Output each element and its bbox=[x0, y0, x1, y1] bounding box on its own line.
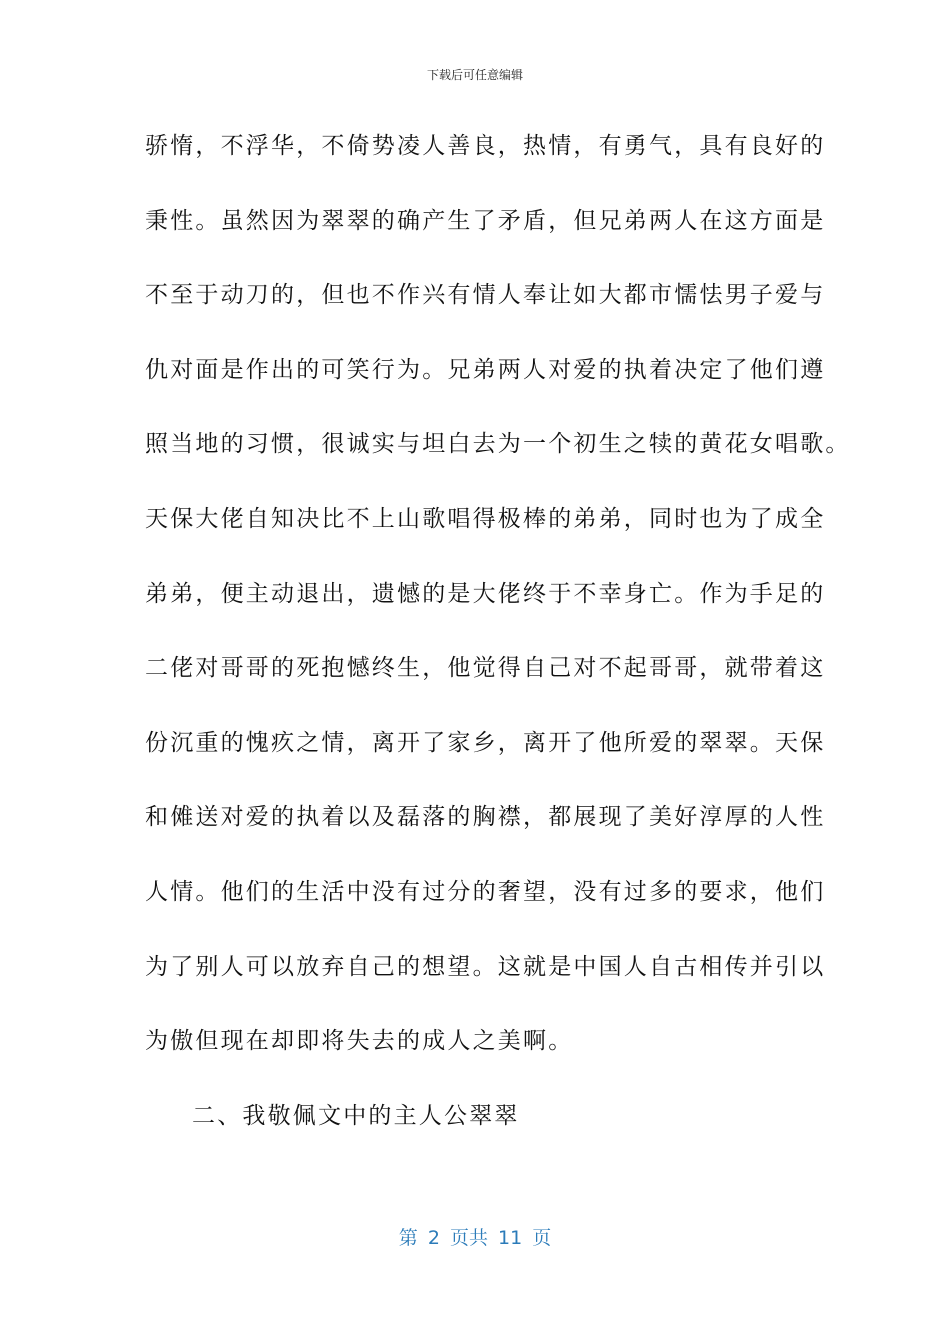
text-line: 天保大佬自知决比不上山歌唱得极棒的弟弟，同时也为了成全 bbox=[145, 505, 826, 532]
text-line: 二佬对哥哥的死抱憾终生，他觉得自己对不起哥哥，就带着这 bbox=[145, 655, 826, 682]
text-line: 为傲但现在却即将失去的成人之美啊。 bbox=[145, 1028, 574, 1055]
text-line: 秉性。虽然因为翠翠的确产生了矛盾，但兄弟两人在这方面是 bbox=[145, 207, 826, 234]
text-line: 和傩送对爱的执着以及磊落的胸襟，都展现了美好淳厚的人性 bbox=[145, 804, 826, 831]
text-line: 弟弟，便主动退出，遗憾的是大佬终于不幸身亡。作为手足的 bbox=[145, 580, 826, 607]
page-number-footer: 第 2 页共 11 页 bbox=[398, 1227, 552, 1249]
text-line: 人情。他们的生活中没有过分的奢望，没有过多的要求，他们 bbox=[145, 878, 826, 905]
body-text bbox=[145, 126, 851, 1096]
header-note: 下载后可任意编辑 bbox=[426, 68, 523, 82]
text-line: 照当地的习惯，很诚实与坦白去为一个初生之犊的黄花女唱歌。 bbox=[145, 431, 851, 458]
text-line: 为了别人可以放弃自己的想望。这就是中国人自古相传并引以 bbox=[145, 953, 826, 980]
text-line: 骄惰，不浮华，不倚势凌人善良，热情，有勇气，具有良好的 bbox=[145, 133, 826, 159]
text-line: 仇对面是作出的可笑行为。兄弟两人对爱的执着决定了他们遵 bbox=[145, 356, 826, 383]
text-line: 不至于动刀的，但也不作兴有情人奉让如大都市懦怯男子爱与 bbox=[145, 282, 826, 309]
section-heading: 二、我敬佩文中的主人公翠翠 bbox=[192, 1103, 520, 1129]
text-line: 份沉重的愧疚之情，离开了家乡，离开了他所爱的翠翠。天保 bbox=[145, 729, 826, 756]
